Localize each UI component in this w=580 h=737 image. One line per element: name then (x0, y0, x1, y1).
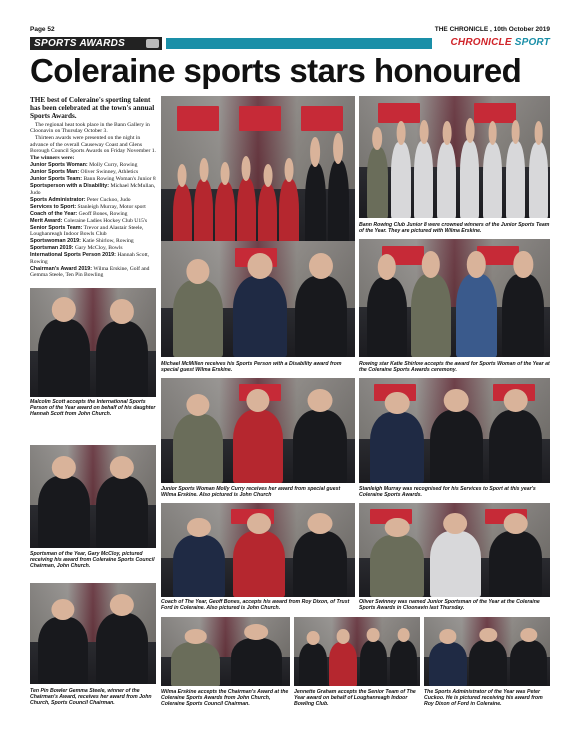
photo-geoff-bones (161, 503, 355, 597)
caption-oliver-swinney: Oliver Swinney was named Junior Sportsman of the Year at the Coleraine Sports Awards in Cloonavin last Thursday. (359, 599, 540, 612)
photo-wilma-erskine (161, 617, 290, 686)
photo-malcolm-scott (30, 288, 156, 397)
section-divider-bar (166, 38, 432, 49)
winner-item: Sportsperson with a Disability: Michael McMullan, Judo (30, 183, 156, 196)
caption-peter-cuckoo: The Sports Administrator of the Year was Peter Cuckoo. He is pictured receiving his award from Roy Dixon of Ford in Coleraine. (424, 689, 543, 708)
page-header (30, 24, 550, 36)
photo-molly-curry (161, 378, 355, 483)
caption-katie-shirlow: Rowing star Katie Shirlow accepts the award for Sports Woman of the Year at the Coleraine Sports Awards ceremony. (359, 361, 550, 374)
caption-wilma-erskine: Wilma Erskine accepts the Chairman's Award at the Coleraine Sports Awards from John Church, Coleraine Sports Council Chairman. (161, 689, 289, 708)
photo-oliver-swinney (359, 503, 550, 597)
headline: Coleraine sports stars honoured (30, 52, 522, 89)
winner-item: Sportsman 2019: Gary McCloy, Bowls (30, 245, 123, 252)
photo-gemma-steele (30, 583, 156, 684)
winner-item: Merit Award: Coleraine Ladies Hockey Club U15's (30, 217, 148, 224)
caption-mcmillen: Michael McMillen receives his Sports Person with a Disability award from special guest Wilma Erskine. (161, 361, 342, 374)
winner-item: Junior Sports Team: Bann Rowing Woman's Junior 8 (30, 176, 156, 183)
winner-item: Junior Sports Woman: Molly Curry, Rowing (30, 162, 138, 169)
caption-gary-mccloy: Sportsman of the Year, Gary McCloy, pictured receiving his award from Coleraine Sports Council Chairman, John Church. (30, 551, 155, 570)
photo-stanleigh-murray (359, 378, 550, 483)
section-label-text: SPORTS AWARDS (34, 38, 126, 49)
photo-hockey-team (161, 96, 355, 256)
section-label-sports-awards (30, 37, 162, 50)
caption-stanleigh-murray: Stanleigh Murray was recognised for his Services to Sport at this year's Coleraine Sports Awards. (359, 486, 536, 499)
winner-item: Junior Sports Man: Oliver Swinney, Athletics (30, 169, 139, 176)
winner-item: Coach of the Year: Geoff Bones, Rowing (30, 210, 128, 217)
photo-jennette-graham (294, 617, 420, 686)
section-brand (450, 37, 550, 50)
brand-chronicle: CHRONICLE (450, 37, 512, 48)
photo-bann-rowing (359, 96, 550, 218)
winner-item: Sports Administrator: Peter Cuckoo, Judo (30, 196, 131, 203)
photo-katie-shirlow (359, 239, 550, 357)
caption-gemma-steele: Ten Pin Bowler Gemma Steele, winner of the Chairman's Award, receives her award from John Church, Sports Council Chairman. (30, 688, 152, 707)
story-paragraph: The regional heat took place in the Bann Gallery in Cloonavin on Thursday October 3. (30, 121, 150, 135)
winner-item: Sportswoman 2019: Katie Shirlow, Rowing (30, 238, 134, 245)
page-number: Page 52 (30, 26, 55, 33)
winner-item: Senior Sports Team: Trevor and Alastair Steele, Loughanreagh Indoor Bowls Club (30, 224, 144, 238)
publication-date: THE CHRONICLE , 10th October 2019 (434, 26, 550, 33)
photo-peter-cuckoo (424, 617, 550, 686)
caption-bann-rowing: Bann Rowing Club Junior 8 were crowned winners of the Junior Sports Team of the Year. They are pictured with Wilma Erskine. (359, 222, 550, 235)
caption-malcolm-scott: Malcolm Scott accepts the International Sports Person of the Year award on behalf of his daughter Hannah Scott from John Church. (30, 399, 156, 418)
caption-geoff-bones: Coach of The Year, Geoff Bones, accepts his award from Roy Dixon, of Trust Ford in Coleraine. Also pictured is John Church. (161, 599, 350, 612)
trophy-icon (146, 39, 159, 48)
photo-mcmillen (161, 241, 355, 357)
story-lead: THE best of Coleraine's sporting talent has been celebrated at the town's annual Sports Awards. (30, 96, 155, 121)
story-text (30, 96, 156, 284)
winner-item: International Sports Person 2019: Hannah Scott, Rowing (30, 252, 150, 265)
photo-gary-mccloy (30, 445, 156, 548)
winner-item: Chairman's Award 2019: Wilma Erskine, Golf and Gemma Steele, Ten Pin Bowling (30, 265, 150, 279)
caption-molly-curry: Junior Sports Woman Molly Curry receives her award from special guest Wilma Erskine. Also pictured is John Church (161, 486, 341, 499)
brand-sport: SPORT (514, 37, 550, 48)
story-paragraph: Thirteen awards were presented on the night in advance of the overall Causeway Coast and Glens Borough Council Sports Awards on Friday November 1. (30, 135, 156, 155)
winners-label: The winners were: (30, 155, 75, 162)
caption-jennette-graham: Jennette Graham accepts the Senior Team of The Year award on behalf of Loughanreagh Indoor Bowling Club. (294, 689, 416, 708)
winner-item: Services to Sport: Stanleigh Murray, Motor sport (30, 203, 146, 210)
